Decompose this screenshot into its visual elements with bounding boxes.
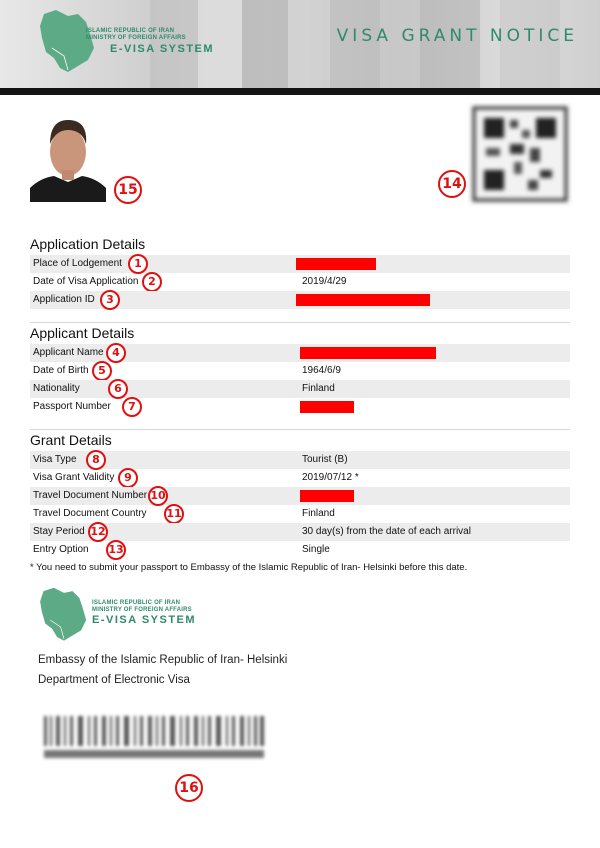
row-value: Finland [302, 508, 335, 519]
row-passport-number [30, 398, 570, 416]
row-label: Nationality [33, 383, 80, 394]
row-label: Date of Visa Application [33, 276, 139, 287]
marker-9: 9 [118, 468, 138, 488]
section-title-application: Application Details [30, 236, 146, 252]
marker-12: 12 [88, 522, 108, 542]
header-logo [38, 8, 238, 78]
applicant-photo [30, 108, 106, 202]
section-divider [30, 429, 570, 430]
row-visa-grant-validity [30, 469, 570, 487]
marker-8: 8 [86, 450, 106, 470]
row-travel-document-country [30, 505, 570, 523]
marker-1: 1 [128, 254, 148, 274]
redaction-block [300, 490, 354, 502]
marker-7: 7 [122, 397, 142, 417]
redaction-block [300, 347, 436, 359]
section-divider [30, 322, 570, 323]
header-divider-bar [0, 88, 600, 95]
header-banner [0, 0, 600, 88]
row-applicant-name [30, 344, 570, 362]
row-label: Passport Number [33, 401, 111, 412]
row-label: Visa Grant Validity [33, 472, 115, 483]
row-value: 1964/6/9 [302, 365, 341, 376]
logo-ministry-text: MINISTRY OF FOREIGN AFFAIRS [86, 35, 186, 41]
redaction-block [300, 401, 354, 413]
row-label: Stay Period [33, 526, 85, 537]
row-label: Visa Type [33, 454, 77, 465]
marker-3: 3 [100, 290, 120, 310]
row-value: Finland [302, 383, 335, 394]
iran-map-icon [38, 8, 98, 76]
logo-system-title: E-VISA SYSTEM [110, 43, 215, 55]
row-value: Single [302, 544, 330, 555]
marker-14: 14 [438, 170, 466, 198]
embassy-name: Embassy of the Islamic Republic of Iran- Helsinki [38, 654, 288, 666]
row-place-of-lodgement [30, 255, 570, 273]
page-title: VISA GRANT NOTICE [336, 26, 578, 46]
iran-map-icon [36, 586, 92, 644]
row-entry-option [30, 541, 570, 559]
marker-5: 5 [92, 361, 112, 381]
row-application-id [30, 291, 570, 309]
row-label: Entry Option [33, 544, 89, 555]
row-label: Travel Document Number [33, 490, 148, 501]
row-travel-document-number [30, 487, 570, 505]
row-value: 2019/07/12 * [302, 472, 359, 483]
row-value: 2019/4/29 [302, 276, 347, 287]
marker-11: 11 [164, 504, 184, 524]
row-label: Travel Document Country [33, 508, 147, 519]
row-label: Place of Lodgement [33, 258, 122, 269]
row-date-of-birth [30, 362, 570, 380]
marker-10: 10 [148, 486, 168, 506]
marker-4: 4 [106, 343, 126, 363]
footnote: * You need to submit your passport to Embassy of the Islamic Republic of Iran- Helsinki before this date. [30, 562, 468, 573]
logo-country-text: ISLAMIC REPUBLIC OF IRAN [86, 28, 175, 34]
redaction-block [296, 258, 376, 270]
section-title-applicant: Applicant Details [30, 325, 135, 341]
row-stay-period [30, 523, 570, 541]
footer-logo [36, 586, 236, 646]
redaction-block [296, 294, 430, 306]
row-value: Tourist (B) [302, 454, 348, 465]
barcode [38, 714, 270, 764]
logo-ministry-text: MINISTRY OF FOREIGN AFFAIRS [92, 607, 192, 613]
marker-2: 2 [142, 272, 162, 292]
row-nationality [30, 380, 570, 398]
row-label: Applicant Name [33, 347, 104, 358]
row-visa-type [30, 451, 570, 469]
logo-system-title: E-VISA SYSTEM [92, 614, 197, 626]
row-date-of-visa-application [30, 273, 570, 291]
section-title-grant: Grant Details [30, 432, 112, 448]
marker-16: 16 [175, 774, 203, 802]
marker-13: 13 [106, 540, 126, 560]
marker-15: 15 [114, 176, 142, 204]
row-value: 30 day(s) from the date of each arrival [302, 526, 471, 537]
qr-code [470, 104, 570, 204]
row-label: Date of Birth [33, 365, 89, 376]
row-label: Application ID [33, 294, 95, 305]
logo-country-text: ISLAMIC REPUBLIC OF IRAN [92, 600, 181, 606]
marker-6: 6 [108, 379, 128, 399]
department-name: Department of Electronic Visa [38, 674, 190, 686]
